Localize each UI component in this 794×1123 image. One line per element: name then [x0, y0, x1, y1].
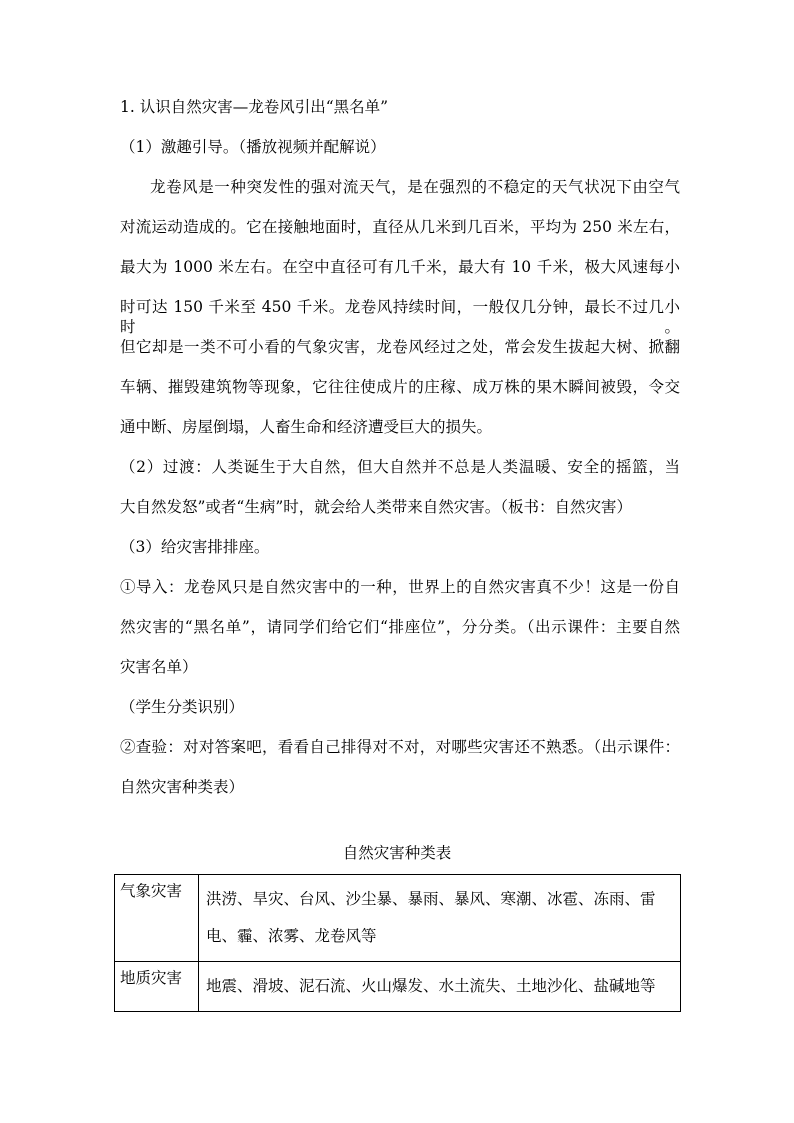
hazard-type-cell: 气象灾害	[115, 875, 199, 962]
hazard-items-line: 地震、滑坡、泥石流、火山爆发、水土流失、土地沙化、盐碱地等	[206, 977, 656, 995]
paragraph-line: 最大为 1000 米左右。在空中直径可有几千米，最大有 10 千米，极大风速每小	[120, 258, 680, 276]
paragraph-line: 龙卷风是一种突发性的强对流天气，是在强烈的不稳定的天气状况下由空气	[150, 178, 680, 196]
table-row	[115, 962, 681, 1012]
section-heading: 1. 认识自然灾害—龙卷风引出“黑名单”	[120, 98, 389, 116]
paragraph-line: 灾害名单）	[120, 658, 198, 676]
paragraph-line: 然灾害的“黑名单”，请同学们给它们“排座位”，分分类。（出示课件：主要自然	[120, 618, 680, 636]
paragraph-line: （学生分类识别）	[120, 698, 245, 716]
paragraph-line: （2）过渡：人类诞生于大自然，但大自然并不总是人类温暖、安全的摇篮，当	[120, 458, 680, 476]
paragraph-line: ②查验：对对答案吧，看看自己排得对不对，对哪些灾害还不熟悉。（出示课件：	[120, 738, 680, 756]
hazard-types-table	[114, 874, 681, 1012]
table-row	[115, 875, 681, 962]
hazard-items-line: 电、霾、浓雾、龙卷风等	[206, 927, 377, 945]
paragraph-line: 对流运动造成的。它在接触地面时，直径从几米到几百米，平均为 250 米左右，	[120, 218, 680, 236]
paragraph-line: 时可达 150 千米至 450 千米。龙卷风持续时间，一般仅几分钟，最长不过几小时。	[120, 298, 680, 336]
step-heading: （1）激趣引导。（播放视频并配解说）	[120, 138, 386, 156]
step-heading: （3）给灾害排排座。	[120, 538, 270, 556]
paragraph-line: ①导入：龙卷风只是自然灾害中的一种，世界上的自然灾害真不少！这是一份自	[120, 578, 680, 596]
paragraph-line: 通中断、房屋倒塌，人畜生命和经济遭受巨大的损失。	[120, 418, 493, 436]
hazard-items-cell	[199, 875, 681, 962]
paragraph-line: 但它却是一类不可小看的气象灾害，龙卷风经过之处，常会发生拔起大树、掀翻	[120, 338, 680, 356]
paragraph-line: 车辆、摧毁建筑物等现象，它往往使成片的庄稼、成万株的果木瞬间被毁，令交	[120, 378, 680, 396]
hazard-type-cell: 地质灾害	[115, 962, 199, 1012]
hazard-items-line: 洪涝、旱灾、台风、沙尘暴、暴雨、暴风、寒潮、冰雹、冻雨、雷	[206, 890, 656, 908]
paragraph-line: 大自然发怒”或者“生病”时，就会给人类带来自然灾害。（板书：自然灾害）	[120, 498, 633, 516]
hazard-items-cell	[199, 962, 681, 1012]
paragraph-line: 自然灾害种类表）	[120, 778, 245, 796]
table-caption: 自然灾害种类表	[342, 844, 452, 862]
